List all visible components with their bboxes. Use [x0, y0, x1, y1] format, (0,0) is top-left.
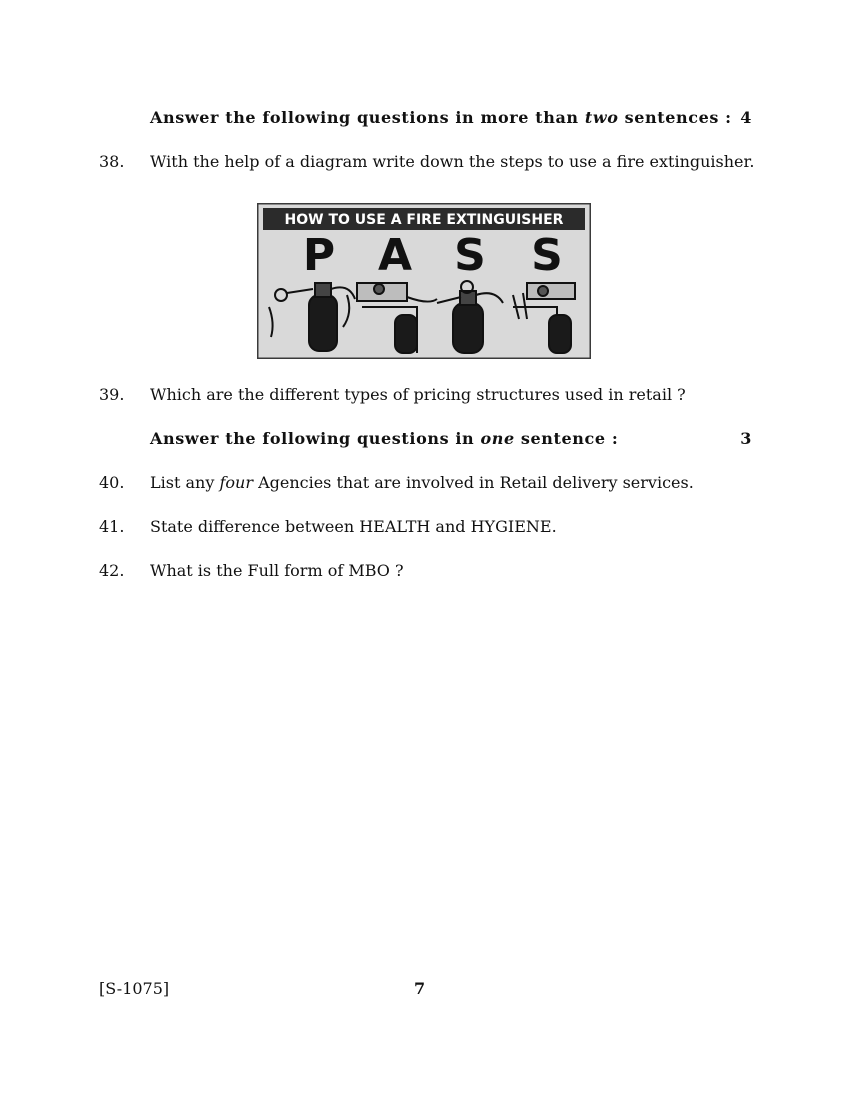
question-text-40 [150, 473, 694, 493]
heading-b-prefix: Answer the following questions in [150, 429, 475, 448]
heading-a-emphasis: two [584, 108, 619, 127]
question-text-38: With the help of a diagram write down the steps to use a fire extinguisher. [150, 152, 755, 171]
heading-a-prefix: Answer the following questions in more than [150, 108, 579, 127]
figure-title: HOW TO USE A FIRE EXTINGUISHER [284, 212, 564, 228]
pass-fire-extinguisher-figure [257, 203, 591, 359]
question-text-42: What is the Full form of MBO ? [150, 561, 404, 580]
section-heading-b [150, 429, 752, 449]
question-number-39: 39. [99, 385, 125, 404]
question-number-42: 42. [99, 561, 125, 580]
question-text-41: State difference between HEALTH and HYGIENE. [150, 517, 557, 536]
section-b-marks: 3 [740, 429, 752, 448]
question-40-text-after: Agencies that are involved in Retail delivery services. [258, 473, 694, 492]
figure-letter-s1: S [454, 230, 486, 281]
question-number-40: 40. [99, 473, 125, 492]
question-number-41: 41. [99, 517, 125, 536]
paper-code: [S-1075] [99, 979, 170, 998]
heading-b-suffix: sentence : [520, 429, 619, 448]
question-number-38: 38. [99, 152, 125, 171]
section-heading-a [150, 108, 752, 128]
figure-letter-p: P [302, 230, 336, 281]
question-text-39: Which are the different types of pricing structures used in retail ? [150, 385, 686, 404]
section-a-marks: 4 [740, 108, 752, 127]
figure-letter-a: A [377, 230, 413, 281]
section-heading-b-text [150, 429, 618, 449]
section-heading-a-text [150, 108, 732, 128]
page-number: 7 [414, 979, 426, 998]
figure-letter-s2: S [531, 230, 563, 281]
heading-a-suffix: sentences : [624, 108, 732, 127]
question-40-emphasis: four [219, 473, 253, 492]
heading-b-emphasis: one [480, 429, 515, 448]
question-40-text-before: List any [150, 473, 215, 492]
